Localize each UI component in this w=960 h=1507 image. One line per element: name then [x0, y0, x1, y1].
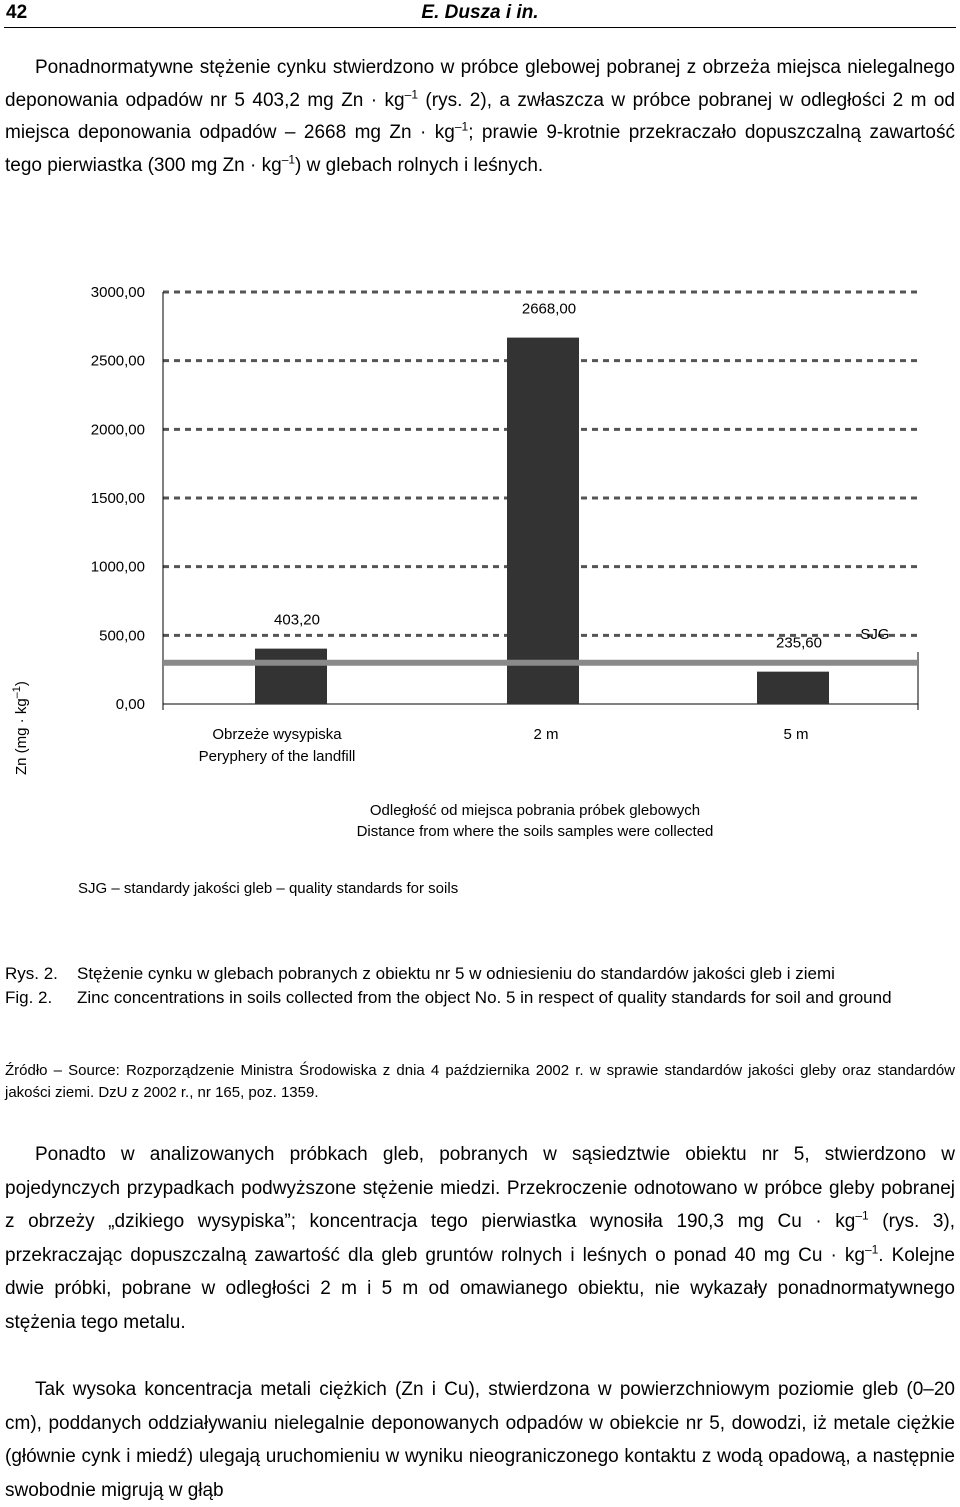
category-labels	[199, 726, 809, 765]
y-tick-labels	[91, 284, 145, 713]
y-tick-label: 1000,00	[90, 558, 145, 576]
y-tick-label: 2500,00	[90, 352, 145, 370]
y-axis-label: Zn $(mg \cdot kg^{-1})$	[11, 681, 30, 775]
page-header	[0, 0, 960, 30]
bars	[255, 338, 829, 704]
paragraph-2	[5, 1138, 955, 1339]
caption-pl-text: Stężenie cynku w glebach pobranych z obiektu nr 5 w odniesieniu do standardów jakości gleb i ziemi	[77, 964, 835, 983]
y-tick-label: 0,00	[115, 696, 145, 713]
data-label: 2668,00	[521, 300, 577, 318]
y-tick-label: 1500,00	[90, 490, 145, 507]
paragraph-1	[5, 52, 955, 182]
p2-text-1: Ponadto w analizowanych próbkach gleb, pobranych w sąsiedztwie obiektu nr 5, stwierdzono w pojedynczych przypadkach podwyższone stężenie miedzi. Przekroczenie odnotowano w próbce gleby pobranej z obrzeży „dzikiego wysypiska”; koncentracja tego pierwiastka wynosiła 190,3 mg Cu · kg	[5, 1144, 955, 1232]
caption-en-text: Zinc concentrations in soils collected from the object No. 5 in respect of quality standards for soil and ground	[77, 988, 892, 1007]
p2-text-2: (rys. 3), przekraczając dopuszczalną zawartość dla gleb gruntów rolnych i leśnych o ponad 40 mg Cu · kg	[5, 1211, 955, 1266]
p1-sup-2: –1	[454, 119, 469, 134]
y-tick-label: 3000,00	[90, 284, 145, 301]
page-number: 42	[6, 2, 28, 23]
p1-text-4: ) w glebach rolnych i leśnych.	[295, 154, 544, 176]
caption-en-label: Fig. 2.	[5, 988, 53, 1007]
category-label: 5 m	[783, 726, 809, 743]
bar	[507, 338, 579, 704]
p2-sup-1: –1	[855, 1208, 869, 1223]
p1-sup-1: –1	[404, 87, 418, 102]
figure-caption	[5, 962, 957, 1010]
chart-svg	[0, 270, 960, 910]
running-title: E. Dusza i in.	[421, 2, 539, 23]
category-label: Obrzeże wysypiska	[212, 726, 342, 743]
caption-english	[5, 986, 957, 1010]
p1-text-2: (rys. 2), a zwłaszcza w próbce pobranej w odległości 2 m od miejsca deponowania odpadów – 2668 mg Zn · kg	[5, 89, 956, 143]
caption-source: Źródło – Source: Rozporządzenie Ministra Środowiska z dnia 4 października 2002 r. w sprawie standardów jakości gleby oraz standardów jakości ziemi. DzU z 2002 r., nr 165, poz. 1359.	[5, 1062, 955, 1101]
bar	[255, 649, 327, 704]
bar	[757, 672, 829, 704]
y-tick-label: 2000,00	[90, 421, 145, 439]
p1-text-1: Ponadnormatywne stężenie cynku stwierdzono w próbce glebowej pobranej z obrzeża miejsca nielegalnego deponowania odpadów nr 5 403,2 mg Zn · kg	[5, 57, 955, 111]
zinc-bar-chart	[0, 270, 960, 910]
data-label: 235,60	[776, 634, 822, 652]
legend-note: SJG – standardy jakości gleb – quality standards for soils	[78, 880, 459, 897]
p1-sup-3: –1	[281, 152, 296, 167]
header-rule	[4, 27, 956, 28]
p2-sup-2: –1	[864, 1242, 879, 1257]
x-axis-label-line2: Distance from where the soils samples were collected	[356, 823, 714, 840]
category-label: Peryphery of the landfill	[198, 748, 356, 765]
data-label: 403,20	[274, 611, 320, 629]
caption-polish	[5, 962, 957, 986]
y-tick-label: 500,00	[99, 627, 145, 645]
p1-text-3: ; prawie 9-krotnie przekraczało dopuszczalną zawartość tego pierwiastka (300 mg Zn · kg	[5, 122, 955, 176]
caption-pl-label: Rys. 2.	[5, 964, 58, 983]
p2-text-3: . Kolejne dwie próbki, pobrane w odległości 2 m i 5 m od omawianego obiektu, nie wykazały ponadnormatywnego stężenia tego metalu.	[5, 1244, 955, 1333]
category-label: 2 m	[533, 726, 559, 743]
paragraph-3: Tak wysoka koncentracja metali ciężkich (Zn i Cu), stwierdzona w powierzchniowym poziomie gleb (0–20 cm), poddanych oddziaływaniu nielegalnie deponowanych odpadów w obiekcie nr 5, dowodzi, iż metale ciężkie (głównie cynk i miedź) ulegają uruchomieniu w wyniku nieograniczonego kontaktu z wodą opadową, a następnie swobodnie migrują w głąb	[5, 1379, 955, 1501]
reference-label: SJG	[860, 625, 890, 643]
x-axis-label-line1: Odległość od miejsca pobrania próbek glebowych	[369, 802, 701, 819]
